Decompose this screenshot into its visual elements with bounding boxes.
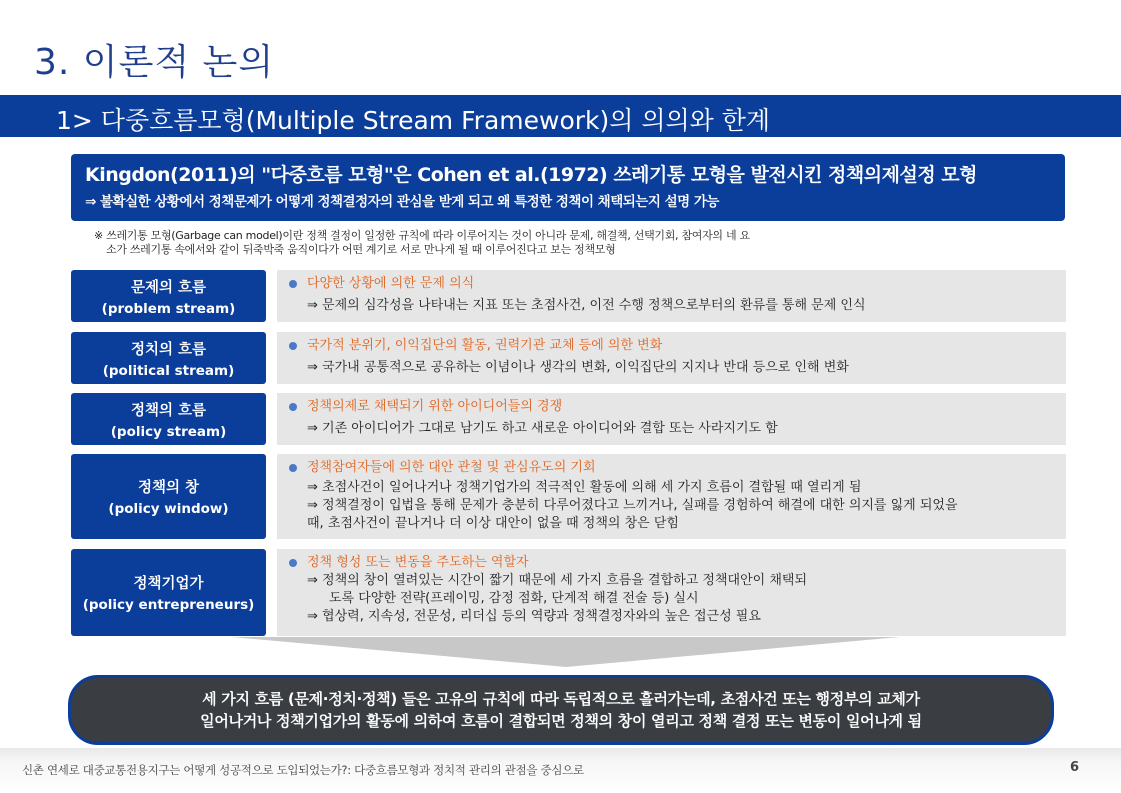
row-line: ⇒ 정책결정이 입법을 통해 문제가 충분히 다루어졌다고 느끼거나, 실패를 경험하여 해결에 대한 의지를 잃게 되었을 때, 초점사건이 끝나거나 더 이상 대안이 없을 때 정책의 창은 닫힘 [307,498,958,531]
row-line: 도록 다양한 전략(프레이밍, 감정 점화, 단계적 해결 전술 등) 실시 [329,591,699,606]
row-head [289,337,1056,355]
label-en: (political stream) [102,362,235,379]
bullet-icon [289,559,297,567]
label-ko: 정책기업가 [133,576,204,592]
label-en: (problem stream) [101,300,236,317]
conclusion-line2: 일어나거나 정책기업가의 활동에 의하여 흐름이 결합되면 정책의 창이 열리고 정책 결정 또는 변동이 일어나게 됨 [200,712,922,730]
label-en: (policy entrepreneurs) [82,597,255,613]
bullet-icon [289,342,297,350]
label-ko: 정치의 흐름 [130,341,207,358]
bullet-icon [289,403,297,411]
note-line2: 소가 쓰레기통 속에서와 같이 뒤죽박죽 움직이다가 어떤 계기로 서로 만나게 될 때 이루어진다고 보는 정책모형 [106,243,616,256]
label-ko: 정책의 창 [137,480,200,496]
body-policy-window [277,454,1066,539]
note-line1: ※ 쓰레기통 모형(Garbage can model)이란 정책 결정이 일정한 규칙에 따라 이루어지는 것이 아니라 문제, 해결책, 선택기회, 참여자의 네 요 [94,229,750,242]
row-line: ⇒ 기존 아이디어가 그대로 남기도 하고 새로운 아이디어와 결합 또는 사라지기도 함 [307,421,778,436]
row-head-text: 다양한 상황에 의한 문제 의식 [307,276,475,291]
row-head [289,398,1056,416]
body-political-stream [277,332,1066,384]
row-line: ⇒ 정책의 창이 열려있는 시간이 짧기 때문에 세 가지 흐름을 결합하고 정책대안이 채택되 [307,573,808,588]
row-line: ⇒ 국가내 공통적으로 공유하는 이념이나 생각의 변화, 이익집단의 지지나 반대 등으로 인해 변화 [307,360,849,375]
row-line: ⇒ 초점사건이 일어나거나 정책기업가의 적극적인 활동에 의해 세 가지 흐름이 결합될 때 열리게 됨 [307,480,862,495]
label-policy-entrepreneurs [71,549,266,636]
row-head-text: 정책참여자들에 의한 대안 관철 및 관심유도의 기회 [307,460,596,475]
down-arrow-icon [232,637,900,667]
section-bar [0,95,1121,137]
label-policy-window [71,454,266,539]
body-policy-stream [277,393,1066,445]
bullet-icon [289,464,297,472]
conclusion-box [68,675,1054,745]
conclusion-line1: 세 가지 흐름 (문제·정치·정책) 들은 고유의 규칙에 따라 독립적으로 흘러가는데, 초점사건 또는 행정부의 교체가 [202,690,920,708]
footer-text: 신촌 연세로 대중교통전용지구는 어떻게 성공적으로 도입되었는가?: 다중흐름모형과 정치적 관리의 관점을 중심으로 [22,763,584,777]
label-en: (policy stream) [110,423,227,440]
body-policy-entrepreneurs [277,549,1066,636]
garbage-can-note [94,229,750,257]
label-problem-stream [71,270,266,322]
label-political-stream [71,332,266,384]
kingdon-summary-line1: Kingdon(2011)의 "다중흐름 모형"은 Cohen et al.(1972) 쓰레기통 모형을 발전시킨 정책의제설정 모형 [85,164,978,186]
kingdon-summary-box [71,154,1065,221]
label-policy-stream [71,393,266,445]
row-head-text: 정책의제로 채택되기 위한 아이디어들의 경쟁 [307,399,563,414]
label-ko: 정책의 흐름 [130,402,207,419]
bullet-icon [289,280,297,288]
row-head [289,459,1056,477]
row-head [289,554,1056,572]
row-head-text: 정책 형성 또는 변동을 주도하는 역할자 [307,555,529,570]
kingdon-summary-line2: ⇒ 불확실한 상황에서 정책문제가 어떻게 정책결정자의 관심을 받게 되고 왜 특정한 정책이 채택되는지 설명 가능 [85,194,719,210]
section-title: 1> 다중흐름모형(Multiple Stream Framework)의 의의와 한계 [56,106,771,135]
row-head-text: 국가적 분위기, 이익집단의 활동, 권력기관 교체 등에 의한 변화 [307,338,663,353]
row-line: ⇒ 협상력, 지속성, 전문성, 리더십 등의 역량과 정책결정자와의 높은 접근성 필요 [307,609,761,624]
row-head [289,275,1056,293]
page-title: 3. 이론적 논의 [34,42,275,83]
page-number: 6 [1070,760,1080,775]
body-problem-stream [277,270,1066,322]
row-line: ⇒ 문제의 심각성을 나타내는 지표 또는 초점사건, 이전 수행 정책으로부터의 환류를 통해 문제 인식 [307,298,866,313]
label-en: (policy window) [108,501,229,517]
label-ko: 문제의 흐름 [130,279,207,296]
